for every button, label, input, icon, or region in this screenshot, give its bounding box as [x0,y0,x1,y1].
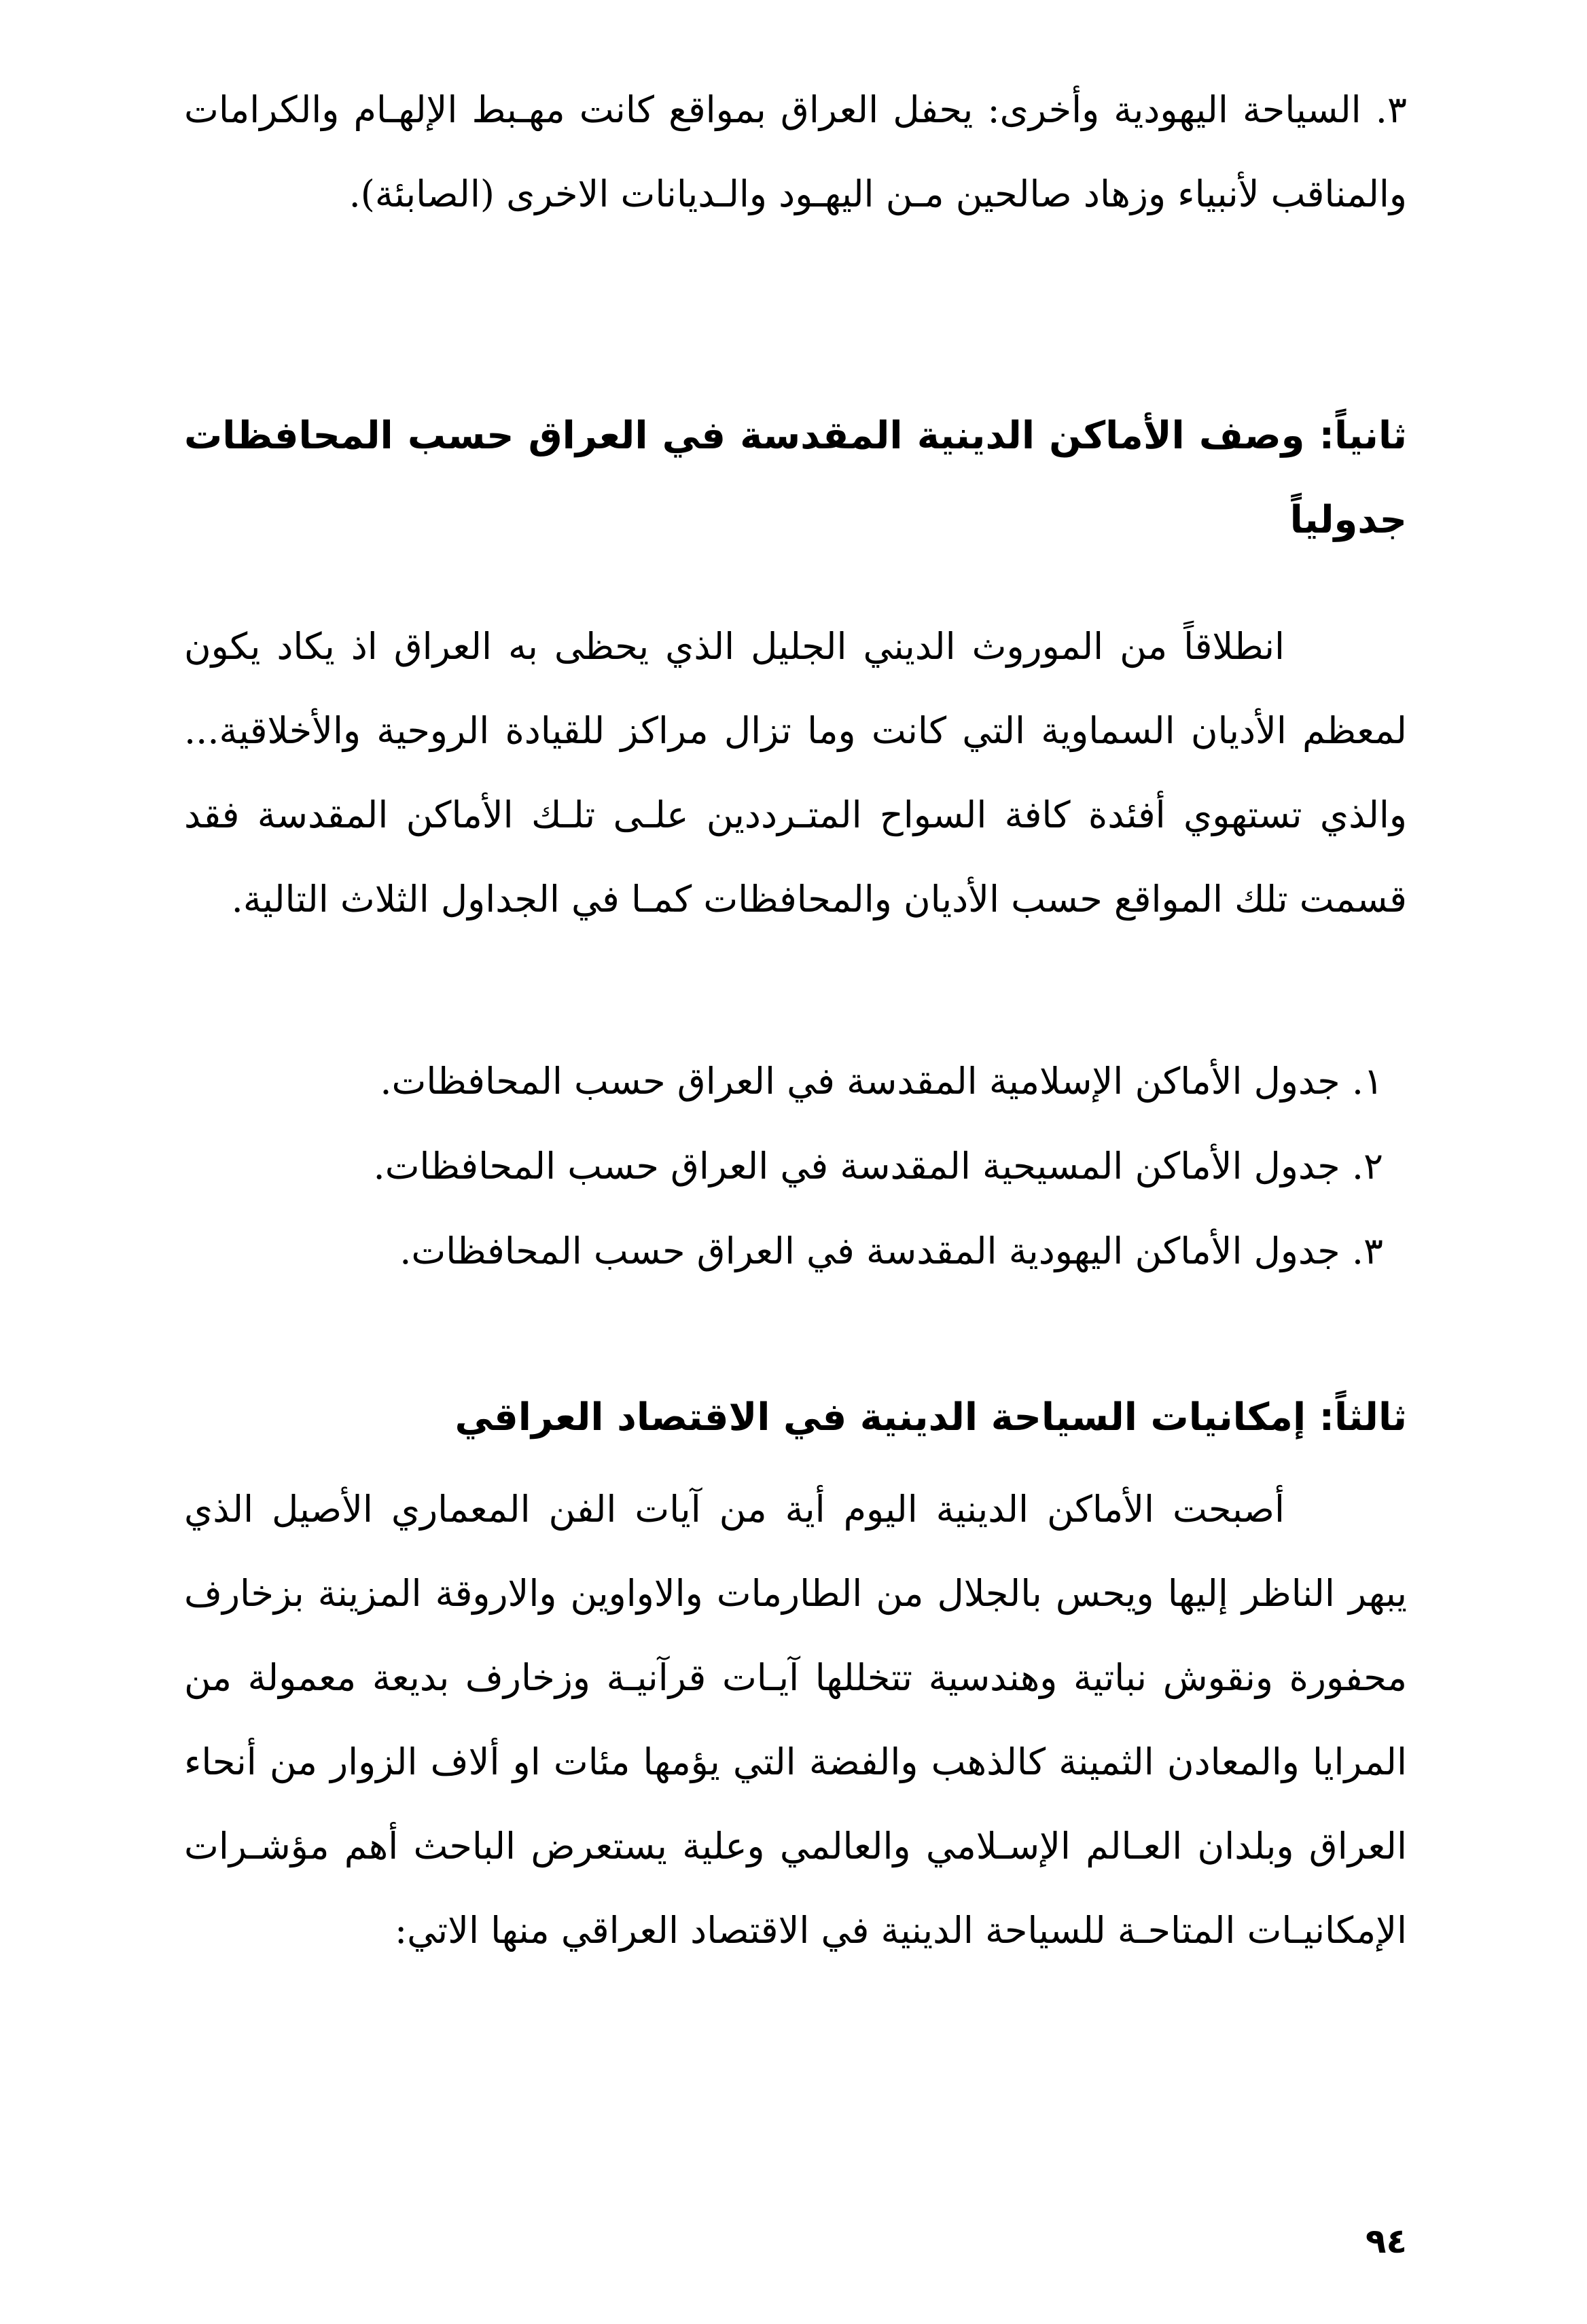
page-number: ٩٤ [1365,2221,1407,2261]
item-3-text: ٣. السياحة اليهودية وأخرى: يحفل العراق بمواقع كانت مهـبط الإلهـام والكرامات والمناقب لأنبياء وزهاد صالحين مـن اليهـود والـديانات الاخرى (الصابئة). [184,88,1407,215]
section-3-heading-text: ثالثاً: إمكانيات السياحة الدينية في الاقتصاد العراقي [454,1395,1407,1440]
table-list-item-1-text: ١. جدول الأماكن الإسلامية المقدسة في العراق حسب المحافظات. [380,1060,1383,1103]
table-list-item-1 [160,1039,1383,1124]
table-list-item-2 [160,1124,1383,1209]
table-list-item-2-text: ٢. جدول الأماكن المسيحية المقدسة في العراق حسب المحافظات. [373,1145,1383,1187]
section-2-heading-text: ثانياً: وصف الأماكن الدينية المقدسة في العراق حسب المحافظات جدولياً [184,414,1407,542]
section-3-paragraph [184,1467,1407,1973]
section-3-paragraph-text: أصبحت الأماكن الدينية اليوم أية من آيات الفن المعماري الأصيل الذي يبهر الناظر إليها ويحس بالجلال من الطارمات والاواوين والاروقة المزينة بزخارف محفورة ونقوش نباتية وهندسية تتخللها آيـات قرآنيـة وزخارف بديعة معمولة من المرايا والمعادن الثمينة كالذهب والفضة التي يؤمها مئات او ألاف الزوار من أنحاء العراق وبلدان العـالم الإسـلامي والعالمي وعلية يستعرض الباحث أهم مؤشـرات الإمكانيـات المتاحـة للسياحة الدينية في الاقتصاد العراقي منها الاتي: [184,1488,1407,1952]
table-list-item-3-text: ٣. جدول الأماكن اليهودية المقدسة في العراق حسب المحافظات. [399,1230,1383,1272]
section-2-paragraph-text: انطلاقاً من الموروث الديني الجليل الذي يحظى به العراق اذ يكاد يكون لمعظم الأديان السماوية التي كانت وما تزال مراكز للقيادة الروحية والأخلاقية... والذي تستهوي أفئدة كافة السواح المتـرددين علـى تلـك الأماكن المقدسة فقد قسمت تلك المواقع حسب الأديان والمحافظات كمـا في الجداول الثلاث التالية. [184,625,1407,920]
section-3-heading [184,1376,1407,1460]
table-list-item-3 [160,1209,1383,1293]
section-2-paragraph [184,605,1407,942]
section-2-heading [184,394,1407,562]
religious-tourism-item-3 [184,68,1407,236]
